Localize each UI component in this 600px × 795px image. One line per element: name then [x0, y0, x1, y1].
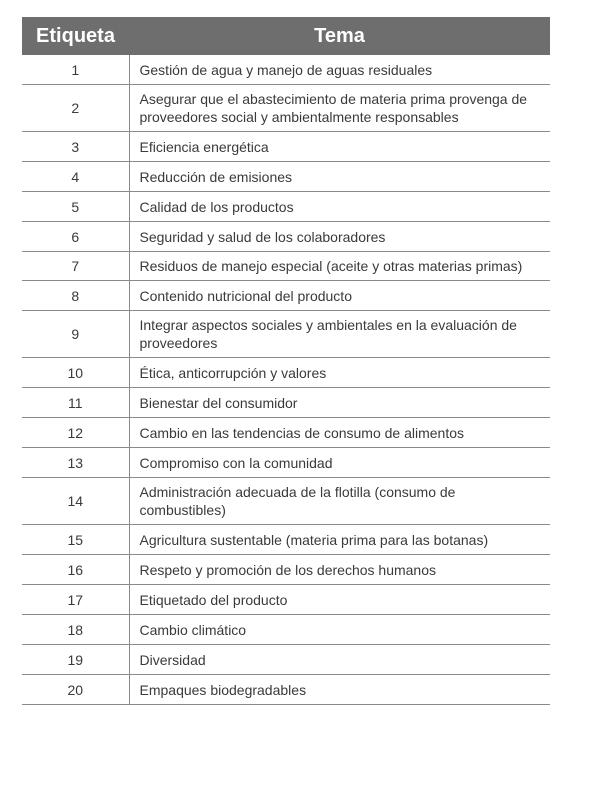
row-topic: Empaques biodegradables [129, 675, 550, 705]
table-row [22, 222, 550, 252]
row-topic: Bienestar del consumidor [129, 388, 550, 418]
table-row [22, 55, 550, 85]
row-topic: Ética, anticorrupción y valores [129, 358, 550, 388]
row-label: 8 [22, 281, 129, 311]
row-label: 17 [22, 585, 129, 615]
table-row [22, 585, 550, 615]
row-topic: Compromiso con la comunidad [129, 448, 550, 478]
row-label: 18 [22, 615, 129, 645]
header-row [22, 17, 550, 55]
table-row [22, 675, 550, 705]
table-row [22, 281, 550, 311]
table-body [22, 55, 550, 705]
table-row [22, 478, 550, 525]
table-row [22, 388, 550, 418]
row-topic: Reducción de emisiones [129, 162, 550, 192]
table-row [22, 162, 550, 192]
row-label: 7 [22, 252, 129, 281]
table-row [22, 192, 550, 222]
row-topic: Residuos de manejo especial (aceite y otras materias primas) [129, 252, 550, 281]
row-topic: Integrar aspectos sociales y ambientales en la evaluación de proveedores [129, 311, 550, 358]
row-label: 14 [22, 478, 129, 525]
table-row [22, 358, 550, 388]
row-topic: Calidad de los productos [129, 192, 550, 222]
table-row [22, 252, 550, 281]
row-label: 3 [22, 132, 129, 162]
row-topic: Diversidad [129, 645, 550, 675]
row-topic: Etiquetado del producto [129, 585, 550, 615]
row-label: 5 [22, 192, 129, 222]
table-row [22, 418, 550, 448]
table-row [22, 525, 550, 555]
row-topic: Cambio en las tendencias de consumo de alimentos [129, 418, 550, 448]
row-topic: Gestión de agua y manejo de aguas residuales [129, 55, 550, 85]
row-label: 6 [22, 222, 129, 252]
table-row [22, 615, 550, 645]
row-label: 4 [22, 162, 129, 192]
header-tema: Tema [129, 17, 550, 55]
row-topic: Eficiencia energética [129, 132, 550, 162]
table-row [22, 132, 550, 162]
row-label: 15 [22, 525, 129, 555]
row-label: 12 [22, 418, 129, 448]
table-row [22, 555, 550, 585]
table-row [22, 645, 550, 675]
row-topic: Agricultura sustentable (materia prima para las botanas) [129, 525, 550, 555]
table-row [22, 85, 550, 132]
row-topic: Contenido nutricional del producto [129, 281, 550, 311]
row-label: 20 [22, 675, 129, 705]
table-header [22, 17, 550, 55]
row-label: 9 [22, 311, 129, 358]
table-row [22, 448, 550, 478]
header-etiqueta: Etiqueta [22, 17, 129, 55]
row-label: 10 [22, 358, 129, 388]
row-topic: Seguridad y salud de los colaboradores [129, 222, 550, 252]
row-label: 11 [22, 388, 129, 418]
row-topic: Administración adecuada de la flotilla (consumo de combustibles) [129, 478, 550, 525]
topics-table [22, 17, 550, 705]
row-label: 1 [22, 55, 129, 85]
row-topic: Cambio climático [129, 615, 550, 645]
table-row [22, 311, 550, 358]
row-label: 13 [22, 448, 129, 478]
row-label: 16 [22, 555, 129, 585]
row-label: 19 [22, 645, 129, 675]
row-label: 2 [22, 85, 129, 132]
row-topic: Respeto y promoción de los derechos humanos [129, 555, 550, 585]
row-topic: Asegurar que el abastecimiento de materia prima provenga de proveedores social y ambientalmente responsables [129, 85, 550, 132]
